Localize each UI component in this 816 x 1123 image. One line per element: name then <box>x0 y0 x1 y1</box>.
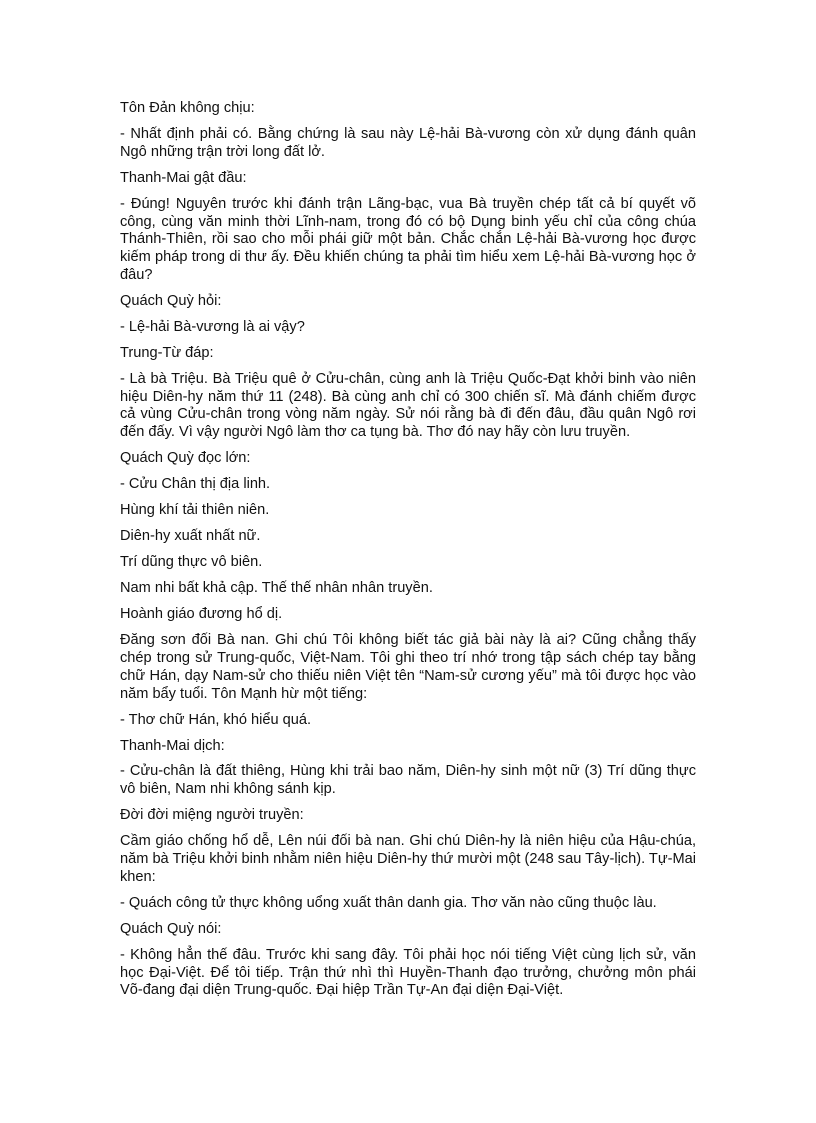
paragraph: - Thơ chữ Hán, khó hiểu quá. <box>120 711 312 728</box>
paragraph: - Là bà Triệu. Bà Triệu quê ở Cửu-chân, cùng anh là Triệu Quốc-Đạt khởi binh vào niên hiệu Diên-hy năm thứ 11 (248). Bà cùng anh chỉ có 300 chiến sĩ. Mà đánh chiếm được cả vùng Cửu-chân trong vòng năm ngày. Sử nói rằng bà đi đến đâu, đầu quân Ngô rơi đến đấy. Vì vậy người Ngô làm thơ ca tụng bà. Thơ đó nay hãy còn lưu truyền. <box>120 370 696 441</box>
paragraph: - Không hẳn thế đâu. Trước khi sang đây. Tôi phải học nói tiếng Việt cùng lịch sử, văn học Đại-Việt. Để tôi tiếp. Trận thứ nhì thì Huyền-Thanh đạo trưởng, chưởng môn phái Võ-đang đại diện Trung-quốc. Đại hiệp Trần Tự-An đại diện Đại-Việt. <box>120 946 696 999</box>
paragraph: Đăng sơn đối Bà nan. Ghi chú Tôi không biết tác giả bài này là ai? Cũng chẳng thấy chép trong sử Trung-quốc, Việt-Nam. Tôi ghi theo trí nhớ trong tập sách chép tay bằng chữ Hán, dạy Nam-sử cho thiếu niên Việt tên “Nam-sử cương yếu” mà tôi được học vào năm bẩy tuổi. Tôn Mạnh hừ một tiếng: <box>120 632 696 702</box>
paragraph: Nam nhi bất khả cập. Thế thế nhân nhân truyền. <box>120 580 433 597</box>
paragraph: Quách Quỳ hỏi: <box>120 292 222 309</box>
paragraph: Cầm giáo chống hổ dễ, Lên núi đối bà nan. Ghi chú Diên-hy là niên hiệu của Hậu-chúa, năm bà Triệu khởi binh nhằm niên hiệu Diên-hy thứ mười một (248 sau Tây-lịch). Tự-Mai khen: <box>120 833 696 885</box>
paragraph: - Nhất định phải có. Bằng chứng là sau này Lệ-hải Bà-vương còn xử dụng đánh quân Ngô những trận trời long đất lở. <box>120 125 696 160</box>
paragraph: - Cửu Chân thị địa linh. <box>120 476 271 493</box>
paragraph: Quách Quỳ đọc lớn: <box>120 450 251 467</box>
paragraph: Hoành giáo đương hổ dị. <box>120 606 283 623</box>
paragraph: Trung-Từ đáp: <box>120 344 214 361</box>
paragraph: Hùng khí tải thiên niên. <box>120 502 270 519</box>
paragraph: - Quách công tử thực không uổng xuất thân danh gia. Thơ văn nào cũng thuộc làu. <box>120 894 657 911</box>
paragraph: Quách Quỳ nói: <box>120 920 222 937</box>
paragraph: Trí dũng thực vô biên. <box>120 554 263 571</box>
paragraph: Thanh-Mai gật đầu: <box>120 169 247 186</box>
paragraph: Tôn Đản không chịu: <box>120 100 255 116</box>
document-page <box>120 100 696 1008</box>
paragraph: Thanh-Mai dịch: <box>120 737 225 754</box>
paragraph: - Lệ-hải Bà-vương là ai vậy? <box>120 318 305 335</box>
paragraph: Đời đời miệng người truyền: <box>120 807 304 824</box>
paragraph: - Cửu-chân là đất thiêng, Hùng khi trải bao năm, Diên-hy sinh một nữ (3) Trí dũng thực vô biên, Nam nhi không sánh kịp. <box>120 763 696 798</box>
paragraph: - Đúng! Nguyên trước khi đánh trận Lãng-bạc, vua Bà truyền chép tất cả bí quyết võ công, cùng văn minh thời Lĩnh-nam, trong đó có bộ Dụng binh yếu chỉ của công chúa Thánh-Thiên, rồi sao cho mỗi phái giữ một bản. Chắc chắn Lệ-hải Bà-vương học được kiếm pháp trong di thư ấy. Đều khiến chúng ta phải tìm hiểu xem Lệ-hải Bà-vương học ở đâu? <box>120 195 696 283</box>
paragraph: Diên-hy xuất nhất nữ. <box>120 528 261 545</box>
